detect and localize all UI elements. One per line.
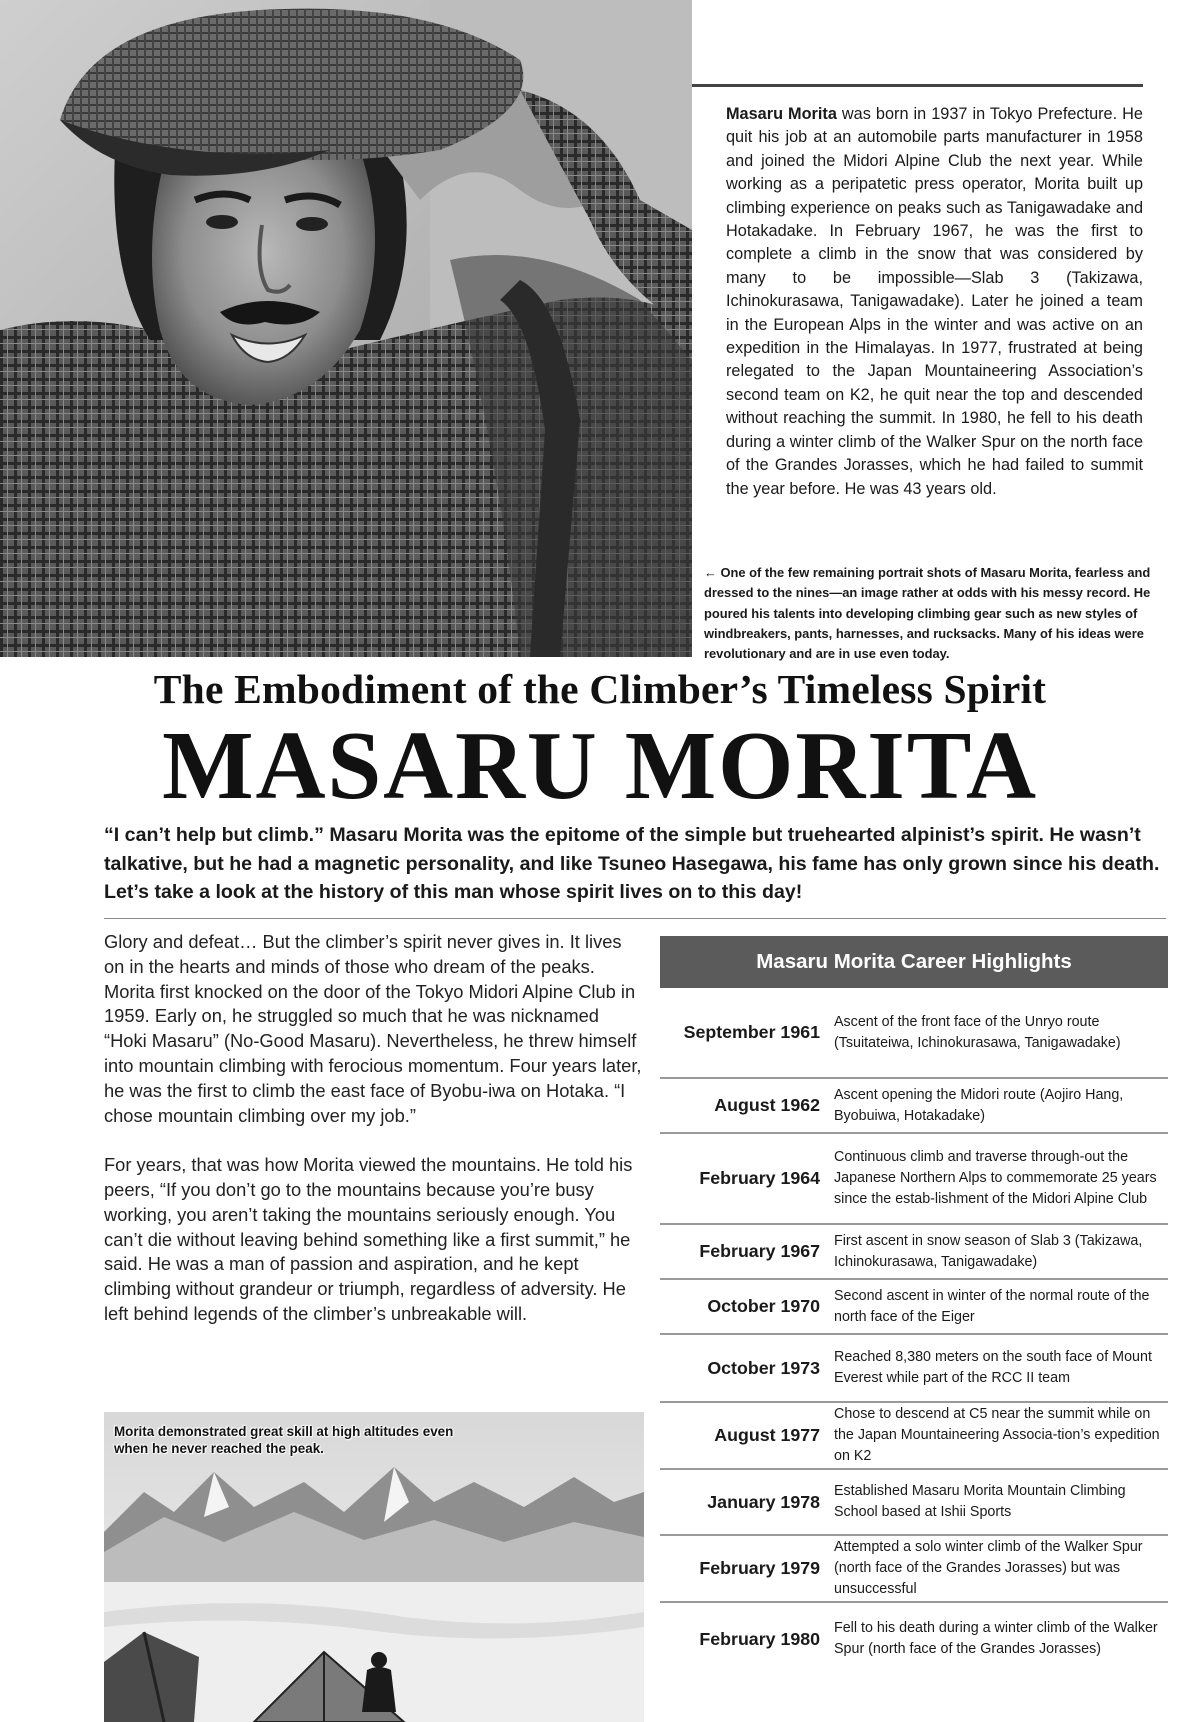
highlight-row: [660, 1403, 1168, 1470]
highlight-row: [660, 1280, 1168, 1335]
portrait-caption: ← One of the few remaining portrait shots of Masaru Morita, fearless and dressed to the nines—an image rather at odds with his messy record. He poured his talents into developing climbing gear such as new styles of windbreakers, pants, harnesses, and rucksacks. Many of his ideas were revolutionary and are in use even today.: [704, 565, 1151, 662]
article-title: MASARU MORITA: [162, 712, 1038, 819]
highlight-desc: Reached 8,380 meters on the south face of Mount Everest while part of the RCC II team: [834, 1349, 1152, 1386]
bio-top-rule: [692, 84, 1143, 87]
snow-photo-caption: Morita demonstrated great skill at high altitudes even when he never reached the peak.: [114, 1424, 454, 1456]
snow-camp-illustration: [104, 1412, 644, 1722]
highlight-desc: Attempted a solo winter climb of the Walker Spur (north face of the Grandes Jorasses) but was unsuccessful: [834, 1539, 1143, 1597]
highlight-row: [660, 988, 1168, 1079]
highlight-date: October 1973: [707, 1357, 820, 1378]
portrait-illustration: [0, 0, 692, 657]
highlight-desc: Established Masaru Morita Mountain Climbing School based at Ishii Sports: [834, 1483, 1126, 1520]
bio-paragraph: [726, 103, 1143, 501]
highlight-desc: Chose to descend at C5 near the summit while on the Japan Mountaineering Associa-tion’s expedition on K2: [834, 1406, 1160, 1464]
lead-paragraph: “I can’t help but climb.” Masaru Morita was the epitome of the simple but truehearted alpinist’s spirit. He wasn’t talkative, but he had a magnetic personality, and like Tsuneo Hasegawa, his fame has only grown since his death. Let’s take a look at the history of this man whose spirit lives on to this day!: [104, 824, 1160, 904]
highlight-date: February 1964: [699, 1168, 820, 1188]
highlight-desc: First ascent in snow season of Slab 3 (Takizawa, Ichinokurasawa, Tanigawadake): [834, 1232, 1143, 1270]
highlight-row: [660, 1335, 1168, 1403]
body-text: [104, 930, 644, 1352]
highlight-row: [660, 1134, 1168, 1225]
highlight-desc: Ascent of the front face of the Unryo route (Tsuitateiwa, Ichinokurasawa, Tanigawadake): [834, 1013, 1121, 1051]
highlight-date: August 1977: [714, 1425, 820, 1445]
highlight-row: [660, 1079, 1168, 1134]
highlight-desc: Ascent opening the Midori route (Aojiro Hang, Byobuiwa, Hotakadake): [834, 1086, 1124, 1124]
highlight-row: [660, 1603, 1168, 1675]
highlight-date: February 1980: [699, 1628, 820, 1649]
bio-name: Masaru Morita: [726, 105, 837, 123]
highlight-date: August 1962: [714, 1095, 820, 1115]
lead-divider: [104, 918, 1166, 919]
highlight-date: September 1961: [683, 1022, 820, 1042]
highlight-desc: Second ascent in winter of the normal route of the north face of the Eiger: [834, 1287, 1150, 1325]
article-subtitle: The Embodiment of the Climber’s Timeless Spirit: [153, 666, 1047, 712]
snow-camp-photo: [104, 1412, 644, 1722]
highlight-date: October 1970: [707, 1296, 820, 1316]
highlight-desc: Fell to his death during a winter climb of the Walker Spur (north face of the Grandes Jorasses): [834, 1620, 1158, 1657]
highlight-row: [660, 1536, 1168, 1603]
body-paragraph: Glory and defeat… But the climber’s spirit never gives in. It lives on in the hearts and minds of those who dream of the peaks. Morita first knocked on the door of the Tokyo Midori Alpine Club in 1959. Early on, he struggled so much that he was nicknamed “Hoki Masaru” (No-Good Masaru). Nevertheless, he threw himself into mountain climbing with ferocious momentum. Four years later, he was the first to climb the east face of Byobu-iwa on Hotaka. “I chose mountain climbing over my job.”: [104, 931, 642, 1126]
career-highlights: [660, 936, 1168, 1675]
highlight-desc: Continuous climb and traverse through-out the Japanese Northern Alps to commemorate 25 years since the estab-lishment of the Midori Alpine Club: [834, 1149, 1157, 1207]
highlight-date: February 1979: [699, 1558, 820, 1578]
portrait-photo: [0, 0, 692, 657]
highlight-row: [660, 1470, 1168, 1536]
highlights-title: Masaru Morita Career Highlights: [660, 936, 1168, 988]
bio-text: was born in 1937 in Tokyo Prefecture. He quit his job at an automobile parts manufacturer in 1958 and joined the Midori Alpine Club the next year. While working as a peripatetic press operator, Morita built up climbing experience on peaks such as Tanigawadake and Hotakadake. In February 1967, he was the first to complete a climb in the snow that was considered by many to be impossible—Slab 3 (Takizawa, Ichinokurasawa, Tanigawadake). Later he joined a team in the European Alps in the winter and was active on an expedition in the Himalayas. In 1977, frustrated at being relegated to the Japan Mountaineering Association’s second team on K2, he quit near the top and descended without reaching the summit. In 1980, he fell to his death during a winter climb of the Walker Spur on the north face of the Grandes Jorasses, which he had failed to summit the year before. He was 43 years old.: [726, 105, 1143, 498]
body-paragraph: For years, that was how Morita viewed the mountains. He told his peers, “If you don’t go to the mountains because you’re busy working, you aren’t taking the mountains seriously enough. You can’t die without leaving behind something like a first summit,” he said. He was a man of passion and aspiration, and he kept climbing without grandeur or triumph, regardless of adversity. He left behind legends of the climber’s unbreakable will.: [104, 1154, 633, 1324]
highlight-date: January 1978: [707, 1491, 820, 1512]
highlight-date: February 1967: [699, 1241, 820, 1261]
highlight-row: [660, 1225, 1168, 1280]
